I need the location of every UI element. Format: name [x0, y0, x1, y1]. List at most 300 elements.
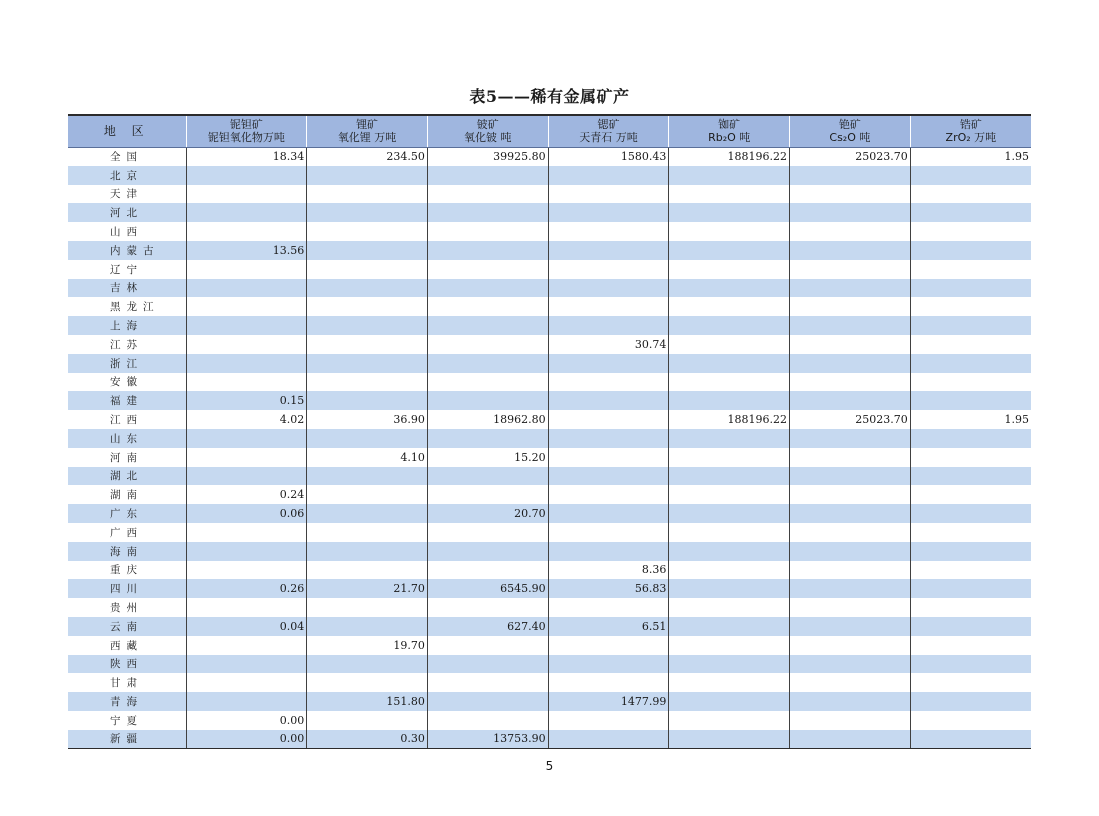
value-cell	[910, 316, 1031, 335]
value-cell	[427, 260, 548, 279]
value-cell: 188196.22	[669, 147, 790, 166]
value-cell	[669, 504, 790, 523]
value-cell	[910, 260, 1031, 279]
table-row	[68, 711, 1031, 730]
region-cell: 山西	[68, 222, 186, 241]
rare-metals-table	[68, 114, 1031, 749]
value-cell: 18962.80	[427, 410, 548, 429]
value-cell	[790, 185, 911, 204]
table-row	[68, 297, 1031, 316]
header-cesium: 铯矿 Cs₂O 吨	[790, 115, 911, 147]
value-cell	[307, 279, 428, 298]
value-cell: 151.80	[307, 692, 428, 711]
value-cell	[669, 373, 790, 392]
value-cell	[307, 373, 428, 392]
value-cell	[307, 429, 428, 448]
region-cell: 浙江	[68, 354, 186, 373]
value-cell	[669, 241, 790, 260]
table-row	[68, 561, 1031, 580]
value-cell	[307, 166, 428, 185]
value-cell	[548, 316, 669, 335]
value-cell	[427, 467, 548, 486]
table-row	[68, 373, 1031, 392]
value-cell	[548, 598, 669, 617]
region-cell: 安徽	[68, 373, 186, 392]
value-cell	[910, 391, 1031, 410]
value-cell	[427, 523, 548, 542]
value-cell	[548, 673, 669, 692]
value-cell: 0.30	[307, 730, 428, 749]
value-cell	[186, 316, 307, 335]
header-niobium-tantalum: 铌钽矿 铌钽氧化物万吨	[186, 115, 307, 147]
value-cell	[669, 279, 790, 298]
value-cell	[790, 335, 911, 354]
value-cell	[790, 260, 911, 279]
value-cell	[669, 730, 790, 749]
value-cell	[669, 222, 790, 241]
value-cell	[548, 429, 669, 448]
value-cell	[910, 279, 1031, 298]
table-row	[68, 391, 1031, 410]
value-cell	[910, 297, 1031, 316]
value-cell	[910, 354, 1031, 373]
value-cell	[307, 673, 428, 692]
value-cell	[307, 467, 428, 486]
value-cell	[307, 485, 428, 504]
region-cell: 北京	[68, 166, 186, 185]
table-row	[68, 429, 1031, 448]
value-cell	[186, 335, 307, 354]
value-cell	[790, 730, 911, 749]
value-cell	[186, 429, 307, 448]
value-cell	[186, 185, 307, 204]
value-cell	[910, 467, 1031, 486]
region-cell: 贵州	[68, 598, 186, 617]
value-cell	[548, 241, 669, 260]
value-cell: 25023.70	[790, 410, 911, 429]
value-cell: 18.34	[186, 147, 307, 166]
header-row	[68, 115, 1031, 147]
value-cell	[548, 711, 669, 730]
value-cell	[669, 692, 790, 711]
value-cell	[669, 203, 790, 222]
header-region: 地 区	[68, 115, 186, 147]
value-cell	[548, 410, 669, 429]
value-cell	[427, 711, 548, 730]
value-cell	[186, 373, 307, 392]
value-cell	[548, 297, 669, 316]
region-cell: 湖南	[68, 485, 186, 504]
value-cell	[427, 542, 548, 561]
value-cell	[307, 335, 428, 354]
value-cell	[427, 203, 548, 222]
table-row	[68, 579, 1031, 598]
value-cell	[548, 504, 669, 523]
region-cell: 四川	[68, 579, 186, 598]
table-title: 表5——稀有金属矿产	[469, 87, 630, 106]
value-cell	[910, 542, 1031, 561]
value-cell	[186, 354, 307, 373]
table-row	[68, 673, 1031, 692]
table-row	[68, 730, 1031, 749]
value-cell	[790, 673, 911, 692]
header-beryllium: 铍矿 氧化铍 吨	[427, 115, 548, 147]
region-cell: 天津	[68, 185, 186, 204]
value-cell	[307, 561, 428, 580]
value-cell	[548, 655, 669, 674]
value-cell	[790, 429, 911, 448]
table-row	[68, 448, 1031, 467]
value-cell	[427, 185, 548, 204]
region-cell: 宁夏	[68, 711, 186, 730]
value-cell: 4.02	[186, 410, 307, 429]
value-cell	[548, 467, 669, 486]
region-cell: 黑龙江	[68, 297, 186, 316]
table-row	[68, 260, 1031, 279]
header-zirconium: 锆矿 ZrO₂ 万吨	[910, 115, 1031, 147]
value-cell	[427, 354, 548, 373]
value-cell	[548, 354, 669, 373]
value-cell	[910, 692, 1031, 711]
value-cell: 0.15	[186, 391, 307, 410]
region-cell: 青海	[68, 692, 186, 711]
value-cell	[669, 467, 790, 486]
value-cell	[669, 316, 790, 335]
value-cell	[910, 673, 1031, 692]
table-row	[68, 241, 1031, 260]
value-cell: 0.04	[186, 617, 307, 636]
value-cell: 4.10	[307, 448, 428, 467]
value-cell	[669, 391, 790, 410]
region-cell: 上海	[68, 316, 186, 335]
table-row	[68, 335, 1031, 354]
value-cell	[669, 579, 790, 598]
value-cell	[790, 241, 911, 260]
value-cell	[427, 279, 548, 298]
table-row	[68, 504, 1031, 523]
value-cell	[790, 354, 911, 373]
value-cell	[548, 485, 669, 504]
value-cell	[910, 730, 1031, 749]
value-cell	[186, 260, 307, 279]
value-cell	[669, 542, 790, 561]
value-cell: 1.95	[910, 410, 1031, 429]
value-cell	[548, 730, 669, 749]
value-cell	[186, 467, 307, 486]
value-cell	[307, 316, 428, 335]
value-cell	[910, 617, 1031, 636]
value-cell	[427, 561, 548, 580]
value-cell	[910, 579, 1031, 598]
table-body	[68, 147, 1031, 749]
table-row	[68, 147, 1031, 166]
value-cell: 6.51	[548, 617, 669, 636]
region-cell: 新疆	[68, 730, 186, 749]
value-cell: 8.36	[548, 561, 669, 580]
region-cell: 内蒙古	[68, 241, 186, 260]
value-cell	[307, 297, 428, 316]
value-cell	[669, 297, 790, 316]
value-cell	[910, 711, 1031, 730]
value-cell	[427, 636, 548, 655]
region-cell: 重庆	[68, 561, 186, 580]
value-cell: 6545.90	[427, 579, 548, 598]
value-cell	[427, 673, 548, 692]
value-cell	[427, 429, 548, 448]
value-cell	[790, 655, 911, 674]
table-row	[68, 692, 1031, 711]
table-row	[68, 222, 1031, 241]
value-cell	[790, 504, 911, 523]
value-cell: 39925.80	[427, 147, 548, 166]
value-cell	[669, 617, 790, 636]
table-row	[68, 166, 1031, 185]
value-cell	[427, 166, 548, 185]
region-cell: 山东	[68, 429, 186, 448]
region-cell: 云南	[68, 617, 186, 636]
value-cell	[186, 636, 307, 655]
value-cell	[790, 279, 911, 298]
value-cell: 188196.22	[669, 410, 790, 429]
value-cell	[307, 185, 428, 204]
value-cell	[427, 241, 548, 260]
value-cell: 0.00	[186, 730, 307, 749]
value-cell: 30.74	[548, 335, 669, 354]
header-lithium: 锂矿 氧化锂 万吨	[307, 115, 428, 147]
value-cell: 0.00	[186, 711, 307, 730]
value-cell	[790, 391, 911, 410]
value-cell: 234.50	[307, 147, 428, 166]
value-cell	[186, 598, 307, 617]
value-cell	[669, 523, 790, 542]
value-cell	[790, 448, 911, 467]
value-cell	[548, 373, 669, 392]
value-cell	[790, 617, 911, 636]
value-cell	[548, 636, 669, 655]
table-row	[68, 617, 1031, 636]
value-cell	[548, 222, 669, 241]
table-row	[68, 279, 1031, 298]
value-cell	[307, 222, 428, 241]
value-cell	[910, 241, 1031, 260]
value-cell	[307, 260, 428, 279]
value-cell	[790, 561, 911, 580]
value-cell	[790, 297, 911, 316]
value-cell	[910, 504, 1031, 523]
value-cell	[910, 335, 1031, 354]
value-cell	[307, 391, 428, 410]
region-cell: 河南	[68, 448, 186, 467]
value-cell	[427, 391, 548, 410]
value-cell	[910, 485, 1031, 504]
value-cell	[427, 598, 548, 617]
value-cell: 1.95	[910, 147, 1031, 166]
value-cell	[186, 203, 307, 222]
table-row	[68, 598, 1031, 617]
value-cell: 36.90	[307, 410, 428, 429]
value-cell	[548, 448, 669, 467]
value-cell	[186, 279, 307, 298]
value-cell	[307, 542, 428, 561]
value-cell: 20.70	[427, 504, 548, 523]
value-cell	[186, 692, 307, 711]
value-cell	[427, 485, 548, 504]
value-cell	[790, 598, 911, 617]
region-cell: 广西	[68, 523, 186, 542]
value-cell	[669, 636, 790, 655]
value-cell	[669, 711, 790, 730]
value-cell	[186, 166, 307, 185]
value-cell: 0.26	[186, 579, 307, 598]
value-cell	[548, 260, 669, 279]
table-row	[68, 485, 1031, 504]
table-row	[68, 523, 1031, 542]
region-cell: 海南	[68, 542, 186, 561]
value-cell	[427, 335, 548, 354]
value-cell	[307, 655, 428, 674]
value-cell: 13753.90	[427, 730, 548, 749]
value-cell	[548, 203, 669, 222]
value-cell	[548, 542, 669, 561]
value-cell	[186, 673, 307, 692]
table-row	[68, 410, 1031, 429]
value-cell	[307, 504, 428, 523]
value-cell	[669, 429, 790, 448]
region-cell: 吉林	[68, 279, 186, 298]
value-cell	[790, 636, 911, 655]
region-cell: 西藏	[68, 636, 186, 655]
value-cell	[669, 185, 790, 204]
value-cell	[669, 335, 790, 354]
value-cell: 1580.43	[548, 147, 669, 166]
table-row	[68, 203, 1031, 222]
value-cell: 0.06	[186, 504, 307, 523]
value-cell	[790, 316, 911, 335]
value-cell	[910, 373, 1031, 392]
table-row	[68, 542, 1031, 561]
value-cell	[669, 673, 790, 692]
value-cell	[186, 523, 307, 542]
value-cell	[910, 166, 1031, 185]
value-cell	[186, 655, 307, 674]
value-cell: 19.70	[307, 636, 428, 655]
region-cell: 江苏	[68, 335, 186, 354]
value-cell	[307, 617, 428, 636]
value-cell	[548, 523, 669, 542]
value-cell	[910, 222, 1031, 241]
table-row	[68, 655, 1031, 674]
value-cell	[427, 655, 548, 674]
value-cell	[790, 467, 911, 486]
value-cell	[910, 561, 1031, 580]
table-row	[68, 467, 1031, 486]
value-cell: 21.70	[307, 579, 428, 598]
page-number: 5	[545, 759, 554, 773]
value-cell	[910, 429, 1031, 448]
value-cell	[186, 542, 307, 561]
value-cell	[790, 203, 911, 222]
value-cell	[669, 561, 790, 580]
value-cell	[548, 166, 669, 185]
value-cell	[669, 598, 790, 617]
value-cell	[186, 297, 307, 316]
value-cell	[910, 655, 1031, 674]
value-cell	[548, 279, 669, 298]
region-cell: 甘肃	[68, 673, 186, 692]
value-cell	[790, 542, 911, 561]
value-cell	[790, 485, 911, 504]
value-cell	[669, 485, 790, 504]
value-cell	[910, 448, 1031, 467]
value-cell	[669, 448, 790, 467]
value-cell	[910, 598, 1031, 617]
region-cell: 河北	[68, 203, 186, 222]
value-cell	[669, 354, 790, 373]
value-cell: 56.83	[548, 579, 669, 598]
value-cell	[669, 260, 790, 279]
value-cell: 13.56	[186, 241, 307, 260]
value-cell	[186, 448, 307, 467]
value-cell	[910, 636, 1031, 655]
value-cell	[186, 222, 307, 241]
value-cell	[548, 391, 669, 410]
region-cell: 湖北	[68, 467, 186, 486]
value-cell: 15.20	[427, 448, 548, 467]
value-cell	[669, 655, 790, 674]
value-cell	[790, 711, 911, 730]
table-row	[68, 316, 1031, 335]
value-cell: 1477.99	[548, 692, 669, 711]
value-cell	[548, 185, 669, 204]
value-cell	[307, 523, 428, 542]
region-cell: 广东	[68, 504, 186, 523]
table-row	[68, 185, 1031, 204]
value-cell	[307, 598, 428, 617]
region-cell: 全国	[68, 147, 186, 166]
value-cell	[307, 241, 428, 260]
region-cell: 江西	[68, 410, 186, 429]
header-rubidium: 铷矿 Rb₂O 吨	[669, 115, 790, 147]
value-cell	[790, 166, 911, 185]
value-cell	[790, 692, 911, 711]
value-cell	[427, 692, 548, 711]
value-cell	[427, 222, 548, 241]
value-cell	[910, 185, 1031, 204]
value-cell	[427, 297, 548, 316]
value-cell	[790, 523, 911, 542]
value-cell	[790, 579, 911, 598]
value-cell	[186, 561, 307, 580]
value-cell	[307, 711, 428, 730]
region-cell: 辽宁	[68, 260, 186, 279]
value-cell: 0.24	[186, 485, 307, 504]
value-cell	[307, 354, 428, 373]
table-row	[68, 354, 1031, 373]
value-cell: 627.40	[427, 617, 548, 636]
value-cell	[669, 166, 790, 185]
value-cell	[790, 373, 911, 392]
value-cell	[910, 523, 1031, 542]
region-cell: 陕西	[68, 655, 186, 674]
table-row	[68, 636, 1031, 655]
header-strontium: 锶矿 天青石 万吨	[548, 115, 669, 147]
value-cell	[427, 373, 548, 392]
value-cell	[910, 203, 1031, 222]
region-cell: 福建	[68, 391, 186, 410]
value-cell	[427, 316, 548, 335]
value-cell	[307, 203, 428, 222]
value-cell	[790, 222, 911, 241]
